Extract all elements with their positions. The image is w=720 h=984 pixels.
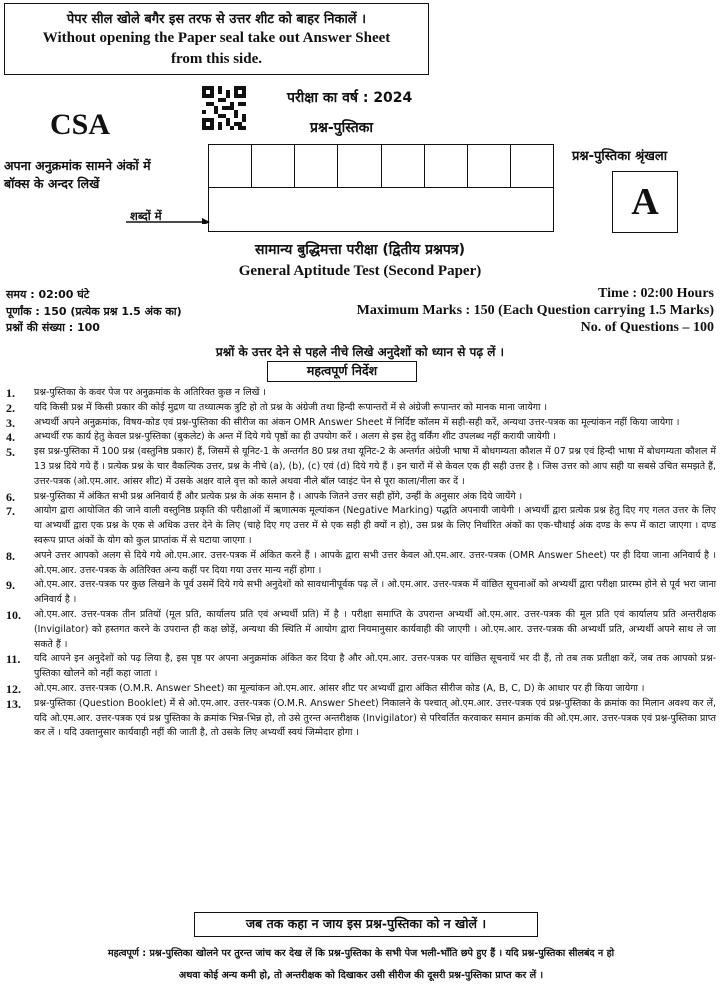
instruction-number: 13. xyxy=(6,696,21,711)
seal-notice-box xyxy=(4,3,429,75)
roll-digit-box[interactable] xyxy=(209,145,252,187)
instruction-text: ओ.एम.आर. उत्तर-पत्रक तीन प्रतियों (मूल प्रति, कार्यालय प्रति एवं अभ्यर्थी प्रति) में है । परीक्षा समाप्ति के उपरान्त अभ्यर्थी ओ.एम.आर. उत्तर-पत्रक की मूल प्रति एवं कार्यालय प्रति अन्तरीक्षक (Invigilator) को हस्तगत करने के उपरान्त ही कक्ष छोड़ें, अन्यथा की स्थिति में आयोग द्वारा नियमानुसार कार्यवाही की जाएगी । ओ.एम.आर. उत्तर-पत्रक की अभ्यर्थी प्रति, अभ्यर्थी अपने साथ ले जा सकते हैं । xyxy=(34,608,716,650)
seal-notice-hindi: पेपर सील खोले बगैर इस तरफ से उत्तर शीट को बाहर निकालें । xyxy=(66,12,367,27)
instruction-text: ओ.एम.आर. उत्तर-पत्रक पर कुछ लिखने के पूर्व उसमें दिये गये सभी अनुदेशों को सावधानीपूर्वक पढ़ लें । ओ.एम.आर. उत्तर-पत्रक में वांछित सूचनाओं को अभ्यर्थी द्वारा परीक्षा प्रारम्भ होने से पूर्व भरा जाना अनिवार्य है । xyxy=(34,579,716,606)
instruction-text: यदि किसी प्रश्न में किसी प्रकार की कोई मुद्रण या तथ्यात्मक त्रुटि हो तो प्रश्न के अंग्रेजी तथा हिन्दी रूपान्तरों में से अंग्रेजी रूपान्तर को मानक माना जायेगा । xyxy=(34,401,547,413)
meta-hindi-questions: प्रश्नों की संख्या : 100 xyxy=(6,321,100,334)
roll-number-grid[interactable] xyxy=(208,144,554,232)
instruction-item xyxy=(6,401,716,416)
title-hindi: सामान्य बुद्धिमत्ता परीक्षा (द्वितीय प्रश्नपत्र) xyxy=(254,242,466,258)
roll-digit-box[interactable] xyxy=(468,145,511,187)
series-label: प्रश्न-पुस्तिका श्रृंखला xyxy=(572,149,668,164)
meta-english-time: Time : 02:00 Hours xyxy=(597,286,714,301)
roll-digit-box[interactable] xyxy=(252,145,295,187)
instruction-number: 7. xyxy=(6,504,15,519)
roll-label-line2: बॉक्स के अन्दर लिखें xyxy=(4,176,100,191)
title-english: General Aptitude Test (Second Paper) xyxy=(238,263,482,279)
roll-digit-box[interactable] xyxy=(338,145,381,187)
exam-year: परीक्षा का वर्ष : 2024 xyxy=(287,90,413,106)
instruction-item xyxy=(6,430,716,445)
instructions-list xyxy=(6,386,716,741)
instruction-item xyxy=(6,445,716,489)
instruction-number: 5. xyxy=(6,445,15,460)
meta-hindi-marks: पूर्णांक : 150 (प्रत्येक प्रश्न 1.5 अंक का) xyxy=(6,304,182,318)
instruction-item xyxy=(6,697,716,741)
exam-code: CSA xyxy=(50,108,111,141)
seal-notice-english-line2: from this side. xyxy=(171,51,262,67)
instruction-number: 2. xyxy=(6,400,15,415)
instruction-number: 10. xyxy=(6,607,21,622)
qr-code-icon xyxy=(202,86,246,130)
instruction-number: 12. xyxy=(6,681,21,696)
series-value: A xyxy=(612,171,678,233)
instruction-text: प्रश्न-पुस्तिका में अंकित सभी प्रश्न अनिवार्य हैं और प्रत्येक प्रश्न के अंक समान है । आपके जितने उत्तर सही होंगे, उन्हीं के अनुसार अंक दिये जायेंगे । xyxy=(34,490,523,502)
instruction-item xyxy=(6,504,716,548)
meta-english xyxy=(357,285,714,336)
seal-notice-english-line1: Without opening the Paper seal take out Answer Sheet xyxy=(42,30,391,46)
read-first-note: प्रश्नों के उत्तर देने से पहले नीचे लिखे अनुदेशों को ध्यान से पढ़ लें । xyxy=(215,345,505,359)
roll-digit-box[interactable] xyxy=(382,145,425,187)
instruction-number: 3. xyxy=(6,415,15,430)
roll-digit-box[interactable] xyxy=(295,145,338,187)
instruction-item xyxy=(6,682,716,697)
meta-hindi xyxy=(6,287,182,337)
instruction-text: इस प्रश्न-पुस्तिका में 100 प्रश्न (वस्तुनिष्ठ प्रकार) हैं, जिसमें से यूनिट-1 के अन्तर्गत 80 प्रश्न तथा यूनिट-2 के अन्तर्गत अंग्रेजी भाषा में बोधगम्यता कौशल में 07 प्रश्न एवं हिन्दी भाषा में बोधगम्यता कौशल में 13 प्रश्न दिये गये हैं । प्रत्येक प्रश्न के चार वैकल्पिक उत्तर, प्रश्न के नीचे (a), (b), (c) एवं (d) दिये गये हैं । इन चारों में से केवल एक ही सही उत्तर है । जिस उत्तर को आप सही या सबसे उचित समझते हैं, उत्तर-पत्रक (ओ.एम.आर. आंसर शीट) में उसके अक्षर वाले वृत्त को काले अथवा नीले बॉल प्वाइंट पेन से पूरा काला/नीला कर दें । xyxy=(34,446,716,487)
instruction-number: 9. xyxy=(6,578,15,593)
instruction-number: 8. xyxy=(6,548,15,563)
footer-note xyxy=(6,943,716,984)
instruction-number: 1. xyxy=(6,386,15,400)
instruction-item xyxy=(6,608,716,652)
instruction-text: अपने उत्तर आपको अलग से दिये गये ओ.एम.आर. उत्तर-पत्रक में अंकित करने हैं । आपके द्वारा सभी उत्तर केवल ओ.एम.आर. उत्तर-पत्रक (OMR Answer Sheet) पर ही दिया जाना अनिवार्य है । ओ.एम.आर. उत्तर-पत्रक के अतिरिक्त अन्य कहीं पर दिया गया उत्तर मान्य नहीं होगा । xyxy=(34,549,716,576)
instruction-number: 6. xyxy=(6,489,15,504)
roll-words-box[interactable] xyxy=(209,188,553,231)
roll-digit-box[interactable] xyxy=(425,145,468,187)
meta-hindi-time: समय : 02:00 घंटे xyxy=(6,288,90,301)
instruction-item xyxy=(6,386,716,401)
instruction-text: ओ.एम.आर. उत्तर-पत्रक (O.M.R. Answer Sheet) का मूल्यांकन ओ.एम.आर. आंसर शीट पर अभ्यर्थी द्वारा अंकित सीरीज कोड (A, B, C, D) के आधार पर ही किया जायेगा । xyxy=(34,682,645,694)
instruction-text: अभ्यर्थी अपने अनुक्रमांक, विषय-कोड एवं प्रश्न-पुस्तिका की सीरीज का अंकन OMR Answer Sheet में निर्दिष्ट कॉलम में सही-सही करें, अन्यथा उत्तर-पत्रक का मूल्यांकन नहीं किया जायेगा । xyxy=(34,416,680,428)
instruction-text: प्रश्न-पुस्तिका के कवर पेज पर अनुक्रमांक के अतिरिक्त कुछ न लिखें । xyxy=(34,387,266,398)
instruction-item xyxy=(6,490,716,505)
roll-label-line1: अपना अनुक्रमांक सामने अंकों में xyxy=(4,158,151,173)
instruction-item xyxy=(6,578,716,608)
instruction-text: प्रश्न-पुस्तिका (Question Booklet) में से ओ.एम.आर. उत्तर-पत्रक (O.M.R. Answer Sheet) निकालने के पश्चात् ओ.एम.आर. उत्तर-पत्रक एवं प्रश्न-पुस्तिका के क्रमांक का मिलान अवश्य कर लें, यदि ओ.एम.आर. उत्तर-पत्रक एवं प्रश्न पुस्तिका के क्रमांक भिन्न-भिन्न हो, तो उसे तुरन्त अन्तरीक्षक (Invigilator) से परिवर्तित करवाकर समान क्रमांक की ओ.एम.आर. उत्तर-पत्रक एवं प्रश्न-पुस्तिका प्राप्त कर लें । यदि उक्तानुसार कार्यवाही नहीं की जाती है, तो उसके लिए अभ्यर्थी स्वयं जिम्मेदार होगा । xyxy=(34,697,716,739)
meta-english-questions: No. of Questions – 100 xyxy=(580,320,714,335)
instruction-number: 4. xyxy=(6,430,15,445)
booklet-label: प्रश्न-पुस्तिका xyxy=(310,120,374,136)
instruction-text: यदि आपने इन अनुदेशों को पढ़ लिया है, इस पृष्ठ पर अपना अनुक्रमांक अंकित कर दिया है और ओ.एम.आर. उत्तर-पत्रक पर वांछित सूचनायें भर दी हैं, तो तब तक प्रतीक्षा करें, जब तक आपको प्रश्न-पुस्तिका खोलने को नहीं कहा जाता । xyxy=(34,653,716,680)
roll-digit-box[interactable] xyxy=(511,145,553,187)
instruction-text: आयोग द्वारा आयोजित की जाने वाली वस्तुनिष्ठ प्रकृति की परीक्षाओं में ऋणात्मक मूल्यांकन (Negative Marking) पद्धति अपनायी जायेगी । अभ्यर्थी द्वारा प्रत्येक प्रश्न हेतु दिए गए गलत उत्तर के लिए या अभ्यर्थी द्वारा एक प्रश्न के एक से अधिक उत्तर देने के लिए (चाहे दिए गए उत्तर में से एक सही ही क्यों न हो), उस प्रश्न के लिए निर्धारित अंकों का एक-चौथाई अंक दण्ड के रूप में काटा जाएगा । दण्ड स्वरूप प्राप्त अंकों के योग को कुल प्राप्तांक में से घटाया जाएगा । xyxy=(34,505,716,546)
instruction-number: 11. xyxy=(6,652,21,667)
footer-line1: महत्वपूर्ण : प्रश्न-पुस्तिका खोलने पर तुरन्त जांच कर देख लें कि प्रश्न-पुस्तिका के सभी पेज भली-भाँति छपे हुए हैं । यदि प्रश्न-पुस्तिका सीलबंद न हो xyxy=(107,948,615,959)
instruction-item xyxy=(6,652,716,682)
roll-label-words: शब्दों में xyxy=(130,209,162,223)
instruction-item xyxy=(6,549,716,579)
meta-english-marks: Maximum Marks : 150 (Each Question carrying 1.5 Marks) xyxy=(356,303,714,318)
dont-open-notice: जब तक कहा न जाय इस प्रश्न-पुस्तिका को न खोलें । xyxy=(194,912,538,937)
footer-line2: अथवा कोई अन्य कमी हो, तो अन्तरीक्षक को दिखाकर उसी सीरीज की दूसरी प्रश्न-पुस्तिका प्राप्त कर लें । xyxy=(178,970,544,981)
instruction-text: अभ्यर्थी रफ कार्य हेतु केवल प्रश्न-पुस्तिका (बुकलेट) के अन्त में दिये गये पृष्ठों का ही उपयोग करें । अलग से इस हेतु वर्किंग शीट उपलब्ध नहीं करायी जायेगी । xyxy=(34,431,557,443)
roll-number-label xyxy=(4,157,151,193)
important-heading: महत्वपूर्ण निर्देश xyxy=(267,361,417,382)
instruction-item xyxy=(6,416,716,431)
roll-digits-row[interactable] xyxy=(209,145,553,188)
